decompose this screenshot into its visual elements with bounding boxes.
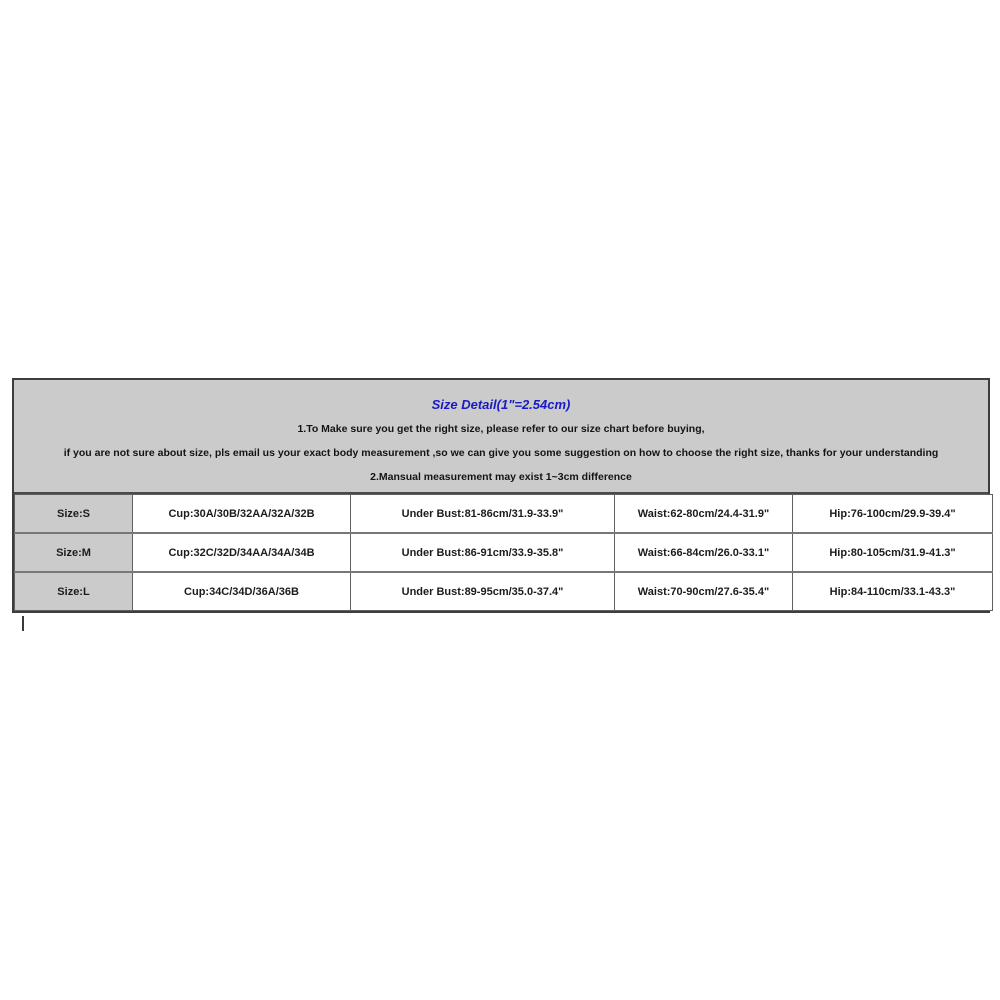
cell-waist: Waist:70-90cm/27.6-35.4" xyxy=(615,572,793,611)
size-chart-header xyxy=(14,380,988,494)
cell-hip: Hip:80-105cm/31.9-41.3" xyxy=(793,533,993,572)
cell-under-bust: Under Bust:89-95cm/35.0-37.4" xyxy=(351,572,615,611)
text-cursor xyxy=(22,616,24,631)
cell-hip: Hip:84-110cm/33.1-43.3" xyxy=(793,572,993,611)
cell-size: Size:S xyxy=(15,495,133,534)
cell-cup: Cup:32C/32D/34AA/34A/34B xyxy=(133,533,351,572)
cell-waist: Waist:66-84cm/26.0-33.1" xyxy=(615,533,793,572)
size-chart-note-2: if you are not sure about size, pls email us your exact body measurement ,so we can give you some suggestion on how to choose the right size, thanks for your understanding xyxy=(63,447,939,459)
cell-size: Size:L xyxy=(15,572,133,611)
cell-hip: Hip:76-100cm/29.9-39.4" xyxy=(793,495,993,534)
size-chart-note-1: 1.To Make sure you get the right size, please refer to our size chart before buying, xyxy=(297,423,705,435)
cell-cup: Cup:30A/30B/32AA/32A/32B xyxy=(133,495,351,534)
size-chart-panel xyxy=(12,378,990,613)
table-row-size-s xyxy=(15,495,993,534)
size-chart-title: Size Detail(1"=2.54cm) xyxy=(431,397,571,412)
cell-waist: Waist:62-80cm/24.4-31.9" xyxy=(615,495,793,534)
size-chart-note-3: 2.Mansual measurement may exist 1~3cm difference xyxy=(370,471,632,483)
cell-cup: Cup:34C/34D/36A/36B xyxy=(133,572,351,611)
size-table xyxy=(14,494,993,611)
table-row-size-l xyxy=(15,572,993,611)
cell-size: Size:M xyxy=(15,533,133,572)
table-row-size-m xyxy=(15,533,993,572)
cell-under-bust: Under Bust:81-86cm/31.9-33.9" xyxy=(351,495,615,534)
cell-under-bust: Under Bust:86-91cm/33.9-35.8" xyxy=(351,533,615,572)
